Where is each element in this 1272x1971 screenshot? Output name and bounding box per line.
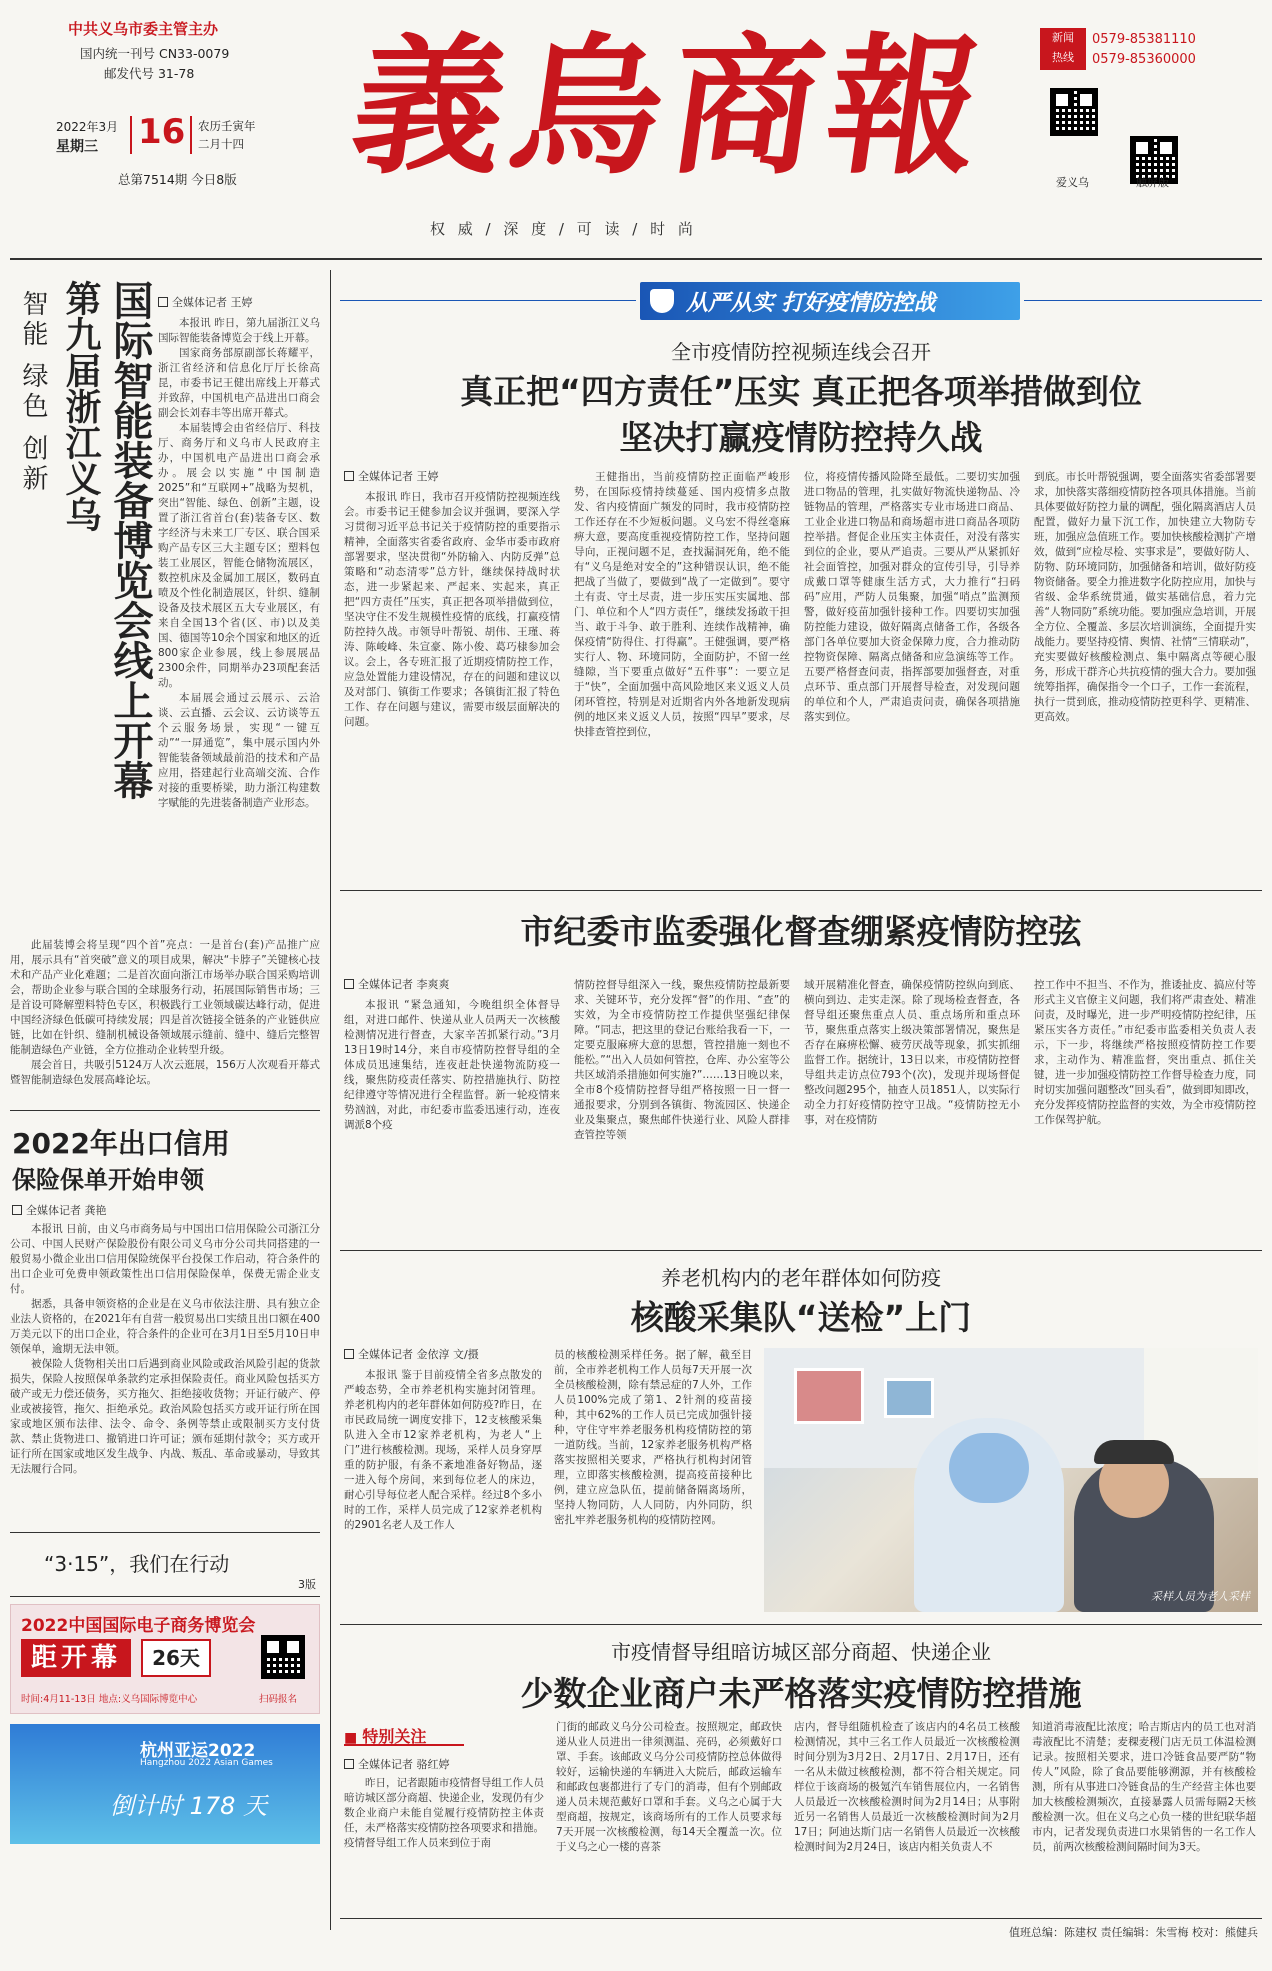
a4-title: 少数企业商户未严格落实疫情防控措施 (520, 1674, 1082, 1713)
a1-kicker: 全市疫情防控视频连线会召开 (671, 340, 931, 364)
byline-box-icon (158, 297, 168, 307)
qr-code-icon[interactable] (261, 1635, 305, 1679)
ad1-scan: 扫码报名 (259, 1694, 298, 1705)
credit-paragraph: 本报讯 日前，由义乌市商务局与中国出口信用保险公司浙江分公司、中国人民财产保险股份有限公司义乌市分公司共同搭建的一般贸易小微企业出口信用保险统保平台投保工作启动，符合条件的出口企业可免费申领政策性出口信用保险保单，保费无需企业支付。 (10, 1223, 320, 1295)
a4-col-4 (1032, 1720, 1256, 1906)
expo-body-lower (10, 938, 320, 1098)
shield-icon (650, 289, 674, 313)
ad1-days: 26天 (141, 1639, 211, 1677)
masthead (0, 0, 1272, 262)
a4-kicker: 市疫情督导组暗访城区部分商超、快递企业 (611, 1640, 991, 1664)
expo-paragraph: 本报讯 昨日，第九届浙江义乌国际智能装备博览会于线上开幕。 (158, 317, 320, 344)
expo-byline-text: 全媒体记者 王婷 (172, 296, 253, 309)
phone-1: 0579-85381110 (1092, 32, 1196, 47)
masthead-rule (10, 258, 1262, 260)
a1-paragraph: 本报讯 昨日，我市召开疫情防控视频连线会。市委书记王健参加会议并强调，要深入学习贯彻习近平总书记关于疫情防控的重要指示精神，全面落实省委省政府、金华市委市政府部署要求，坚决贯彻“外防输入、内防反弹”总策略和“动态清零”总方针，继续保持战时状态，进一步紧起来、严起来、实起来，真正把“四方责任”压实，真正把各项举措做到位，坚决守住不发生规模性疫情的底线，打赢疫情防控持久战。市领导叶帮锐、胡伟、王瑾、蒋涛、陈峻峰、朱宣豪、陈小俊、葛巧棣参加会议。会上，各专班汇报了近期疫情防控工作，应急处置能力建设情况，存在的问题和建议以及对部门、镇街工作要求；各镇街汇报了特色工作、存在问题与建议，需要市级层面解决的问题。 (344, 491, 560, 728)
a3-photo (764, 1348, 1258, 1612)
topic-banner (640, 282, 1020, 320)
hotline-badge (1040, 28, 1086, 70)
expo-paragraph: 国家商务部原副部长蒋耀平，浙江省经济和信息化厅厅长徐高昆，市委书记王健出席线上开幕式并致辞，中国机电产品进出口商会副会长刘春丰等出席开幕式。 (158, 347, 320, 419)
expo-body-upper (158, 316, 320, 936)
expo-side-title-3: 国际智能装备博览会线上开幕 (107, 280, 153, 800)
photo-caption: 采样人员为老人采样 (1151, 1590, 1250, 1603)
ecommerce-expo-ad[interactable] (10, 1604, 320, 1714)
a1-col-2 (574, 470, 790, 880)
a2-col-1 (344, 998, 560, 1238)
teaser-315[interactable]: “3·15”，我们在行动 (44, 1552, 230, 1576)
photo-cap (1094, 1440, 1174, 1464)
byline-box-icon (12, 1205, 22, 1215)
a4-col-3 (794, 1720, 1020, 1906)
a4-paragraph: 门街的邮政义乌分公司检查。按照规定，邮政快递从业人员进出一律须测温、亮码，必须戴好口罩、手套。该邮政义乌分公司疫情防控总体做得较好，运输快递的车辆进入大院后，邮政运输车和邮政包裹都进行了专门的消毒，但有个别邮政递人员未规范戴好口罩和手套。义乌之心属于大型商超，按规定，该商场所有的工作人员要求每7天开展一次核酸检测，每14天全覆盖一次。位于义乌之心一楼的喜茶 (556, 1721, 782, 1853)
credit-title-1: 2022年出口信用 (12, 1127, 230, 1160)
ad2-countdown: 倒计时 178 天 (110, 1792, 268, 1820)
slogan: 权 威 / 深 度 / 可 读 / 时 尚 (430, 220, 697, 238)
expo-paragraph: 本届装博会由省经信厅、科技厅、商务厅和义乌市人民政府主办，中国机电产品进出口商会承办。展会以实施“中国制造2025”和“互联网+”战略为契机，突出“智能、绿色、创新”主题，设置了浙江省首台(套)装备专区、数字经济与未来工厂专区、联合国采购产品专区三大主题专区；塑料包装工业展区，智能仓储物流展区，数控机床及金属加工展区，数码直喷及个性化制造展区，针织、缝制设备及技术展区五大专业展区，有来自全国13个省(区、市)以及美国、德国等10余个国家和地区的近800家企业参展，线上参展展品2300余件，同期举办23项配套活动。 (158, 422, 320, 689)
a4-tag (344, 1724, 464, 1746)
a1-col-3 (804, 470, 1020, 880)
byline-box-icon (344, 471, 354, 481)
a4-byline-text: 全媒体记者 骆红婷 (358, 1758, 450, 1771)
newspaper-title: 義烏商報 (342, 19, 1000, 195)
byline-box-icon (344, 1349, 354, 1359)
expo-byline (158, 294, 253, 310)
a1-col-4 (1034, 470, 1256, 880)
a4-byline (344, 1756, 450, 1772)
a1-byline-text: 全媒体记者 王婷 (358, 470, 439, 483)
a2-paragraph: 域开展精准化督查，确保疫情防控纵向到底、横向到边、走实走深。除了现场检查督查，各督导组还聚焦重点人员、重点场所和重点环节，聚焦重点落实上级决策部署情况，聚焦是否存在麻痹松懈、疲劳厌战等现象，抓实抓细监督工作。据统计，13日以来，市疫情防控督导组共走访点位793个(次)，发现并现场督促整改问题295个，抽查人员1851人，以实际行动全力打好疫情防控守卫战。“疫情防控无小事，对在疫情防 (804, 979, 1020, 1126)
a4-paragraph: 昨日，记者跟随市疫情督导组工作人员暗访城区部分商超、快递企业，发现仍有少数企业商户未能自觉履行疫情防控主体责任，未严格落实疫情防控各项要求和措施。疫情督导组工作人员来到位于南 (344, 1777, 544, 1849)
a1-byline (344, 468, 439, 484)
teaser-page: 3版 (298, 1578, 316, 1591)
expo-paragraph: 此届装博会将呈现“四个首”亮点：一是首台(套)产品推广应用，展示具有“首突破”意义的项目成果，解决“卡脖子”关键核心技术和产品产业化难题；二是首次面向浙江市场举办联合国采购培训会，帮助企业参与联合国的全球服务行动，拓展国际销售市场；三是首设可降解塑料特色专区，积极践行工业领域碳达峰行动，促进中国经济绿色低碳可持续发展；四是首次链接全链条的产业链供应链，比如在针织、缝制机械设备领域展示缝前、缝中、缝后完整智能制造绿色产业链，全方位推动企业转型升级。 (10, 939, 320, 1056)
lunar-year: 农历壬寅年 (198, 119, 256, 133)
a4-col-2 (556, 1720, 782, 1906)
hotline-label-1: 新闻 (1052, 31, 1074, 44)
day-number: 16 (138, 112, 186, 152)
weekday: 星期三 (56, 139, 98, 155)
a2-paragraph: 本报讯 “紧急通知，今晚组织全体督导组，对进口邮件、快递从业人员两天一次核酸检测情况进行督查，大家辛苦抓紧行动。”3月13日19时14分，来自市疫情防控督导组的全体成员迅速集结，连夜赶赴快递物流防疫一线，聚焦防疫责任落实、防控措施执行、防控纪律遵守等情况进行全程监督。新一轮疫情来势汹汹，对此，市纪委市监委迅速行动，连夜调派8个疫 (344, 999, 560, 1131)
a1-col-1 (344, 490, 560, 880)
a1-title-1: 真正把“四方责任”压实 真正把各项举措做到位 (460, 372, 1142, 411)
a1-paragraph: 王健指出，当前疫情防控正面临严峻形势，在国际疫情持续蔓延、国内疫情多点散发、省内疫情面广频发的同时，我市疫情防控工作还存在不少短板问题。义乌宏不得丝毫麻痹大意，要高度重视疫情防控工作，坚持问题导向，正视问题不足，查找漏洞死角，绝不能有“义乌是绝对安全的”这种错误认识，绝不能把战了当做了，要做到“战了一定做到”。要守土有责、守土尽责，进一步压实压实属地、部门、单位和个人“四方责任”，继续发扬敢干担当、敢于斗争、敢于胜利、连续作战精神，确保疫情“防得住、打得赢”。王健强调，要严格实行人、物、环境同防，全面防护，不留一丝缝隙，当下要重点做好“五件事”：一要立足于“快”，全面加强中高风险地区来义返义人员闭环管控，特别是对近期省内外各地新发现病例的地区来义返义人员，按照“四早”要求，尽快排查管控到位， (574, 471, 790, 738)
credit-body (10, 1222, 320, 1522)
a2-col-2 (574, 978, 790, 1238)
ad1-title: 2022中国国际电子商务博览会 (21, 1616, 256, 1636)
a2-paragraph: 控工作中不担当、不作为，推诿扯皮、搞应付等形式主义官僚主义问题，我们将严肃查处、精准问责，及时曝光，进一步严明疫情防控纪律，压紧压实各方责任。”市纪委市监委相关负责人表示，下一步，将继续严格按照疫情防控工作要求，主动作为、精准监督，突出重点、抓住关键，进一步加强疫情防控工作督导检查力度，同时切实加强问题整改“回头看”，做到即知即改，充分发挥疫情防控监督的实效，为全市疫情防控工作保驾护航。 (1034, 979, 1256, 1126)
credit-paragraph: 被保险人货物相关出口后遇到商业风险或政治风险引起的货款损失，保险人按照保单条款约定承担保险责任。商业风险包括买方破产或无力偿还债务，买方拖欠、拒绝接收货物；开证行破产、停业或被接管，拖欠、拒绝承兑。政治风险包括买方或开证行所在国家或地区颁布法律、法令、命令、条例等禁止或限制买方支付货款、禁止货物进口、撤销进口许可证；颁布延期付款令；买方或开证行所在国家或地区发生战争、内战、叛乱、革命或暴动，导致其无法履行合同。 (10, 1358, 320, 1475)
credit-paragraph: 据悉，具备申领资格的企业是在义乌市依法注册、具有独立企业法人资格的，在2021年有自营一般贸易出口实绩且出口额在400万美元以下的出口企业，符合条件的企业可在3月1日至5月10日申领保单，逾期无法申领。 (10, 1298, 320, 1355)
expo-paragraph: 本届展会通过云展示、云洽谈、云直播、云会议、云访谈等五个云服务场景，实现“一键互动”“一屏通览”，集中展示国内外智能装备领域最前沿的技术和产品应用，搭建起行业高端交流、合作对接的重要桥梁，助力浙江构建数字赋能的先进装备制造产业形态。 (158, 692, 320, 809)
a1-paragraph: 到底。市长叶帮锐强调，要全面落实省委部署要求，加快落实落细疫情防控各项具体措施。当前具体要做好防控力量的调配，强化隔离酒店人员配置，做好力量下沉工作，加快建立大物防专班，加强应急值班工作。要加快核酸检测扩产增效，做到“应检尽检、实事求是”，要做好防人、防物、防环境同防，加强储备和培训，做好防疫物资储备。要全力推进数字化防控应用，加快与省级、金华系统贯通，做实基础信息，着力完善“人物同防”系统功能。要加强应急培训，开展全方位、全覆盖、多层次培训演练，全面提升实战能力。要坚持疫情、舆情、社情“三情联动”，充实要做好核酸检测点、集中隔离点等硬心服务，形成干群齐心共抗疫情的强大合力。要加强统筹指挥，确保指令一个口子，工作一套流程，执行一贯到底，推动疫情防控更科学、更精准、更高效。 (1034, 471, 1256, 723)
footer-credit: 值班总编：陈建权 责任编辑：朱雪梅 校对：熊健兵 (1009, 1926, 1258, 1939)
a3-col-1 (344, 1368, 542, 1608)
credit-title-2: 保险保单开始申领 (12, 1166, 204, 1194)
credit-byline (12, 1202, 107, 1218)
hotline-label-2: 热线 (1052, 51, 1074, 64)
expo-side-title-2: 第九届浙江义乌 (60, 280, 101, 532)
photo-worker-faceshield (949, 1433, 1029, 1503)
a3-byline-text: 全媒体记者 金依淳 文/摄 (358, 1348, 479, 1361)
banner-text: 从严从实 打好疫情防控战 (686, 291, 936, 316)
a2-col-4 (1034, 978, 1256, 1238)
a2-col-3 (804, 978, 1020, 1238)
ad1-countdown-label: 距开幕 (21, 1639, 131, 1677)
ad1-info: 时间:4月11-13日 地点:义乌国际博览中心 (21, 1694, 198, 1705)
ad2-title: 杭州亚运2022 (140, 1741, 256, 1761)
a3-paragraph: 员的核酸检测采样任务。据了解，截至目前，全市养老机构工作人员每7天开展一次全员核酸检测，除有禁忌症的7人外，工作人员100%完成了第1、2针剂的疫苗接种，其中62%的工作人员已完成加强针接种，守住守牢养老服务机构疫情防控的第一道防线。当前，12家养老服务机构严格落实按照相关要求，严格执行机构封闭管理，立即落实核酸检测，提高疫苗接种比例，建立应急队伍，提前储备隔离场所，坚持人物同防，人人同防，内外同防，织密扎牢养老服务机构的疫情防控网。 (554, 1349, 752, 1526)
a4-tag-text: 特别关注 (362, 1727, 427, 1746)
phone-2: 0579-85360000 (1092, 52, 1196, 67)
expo-side-title-1: 智能 绿色 创新 (18, 290, 48, 495)
expo-paragraph: 展会首日，共吸引5124万人次云逛展，156万人次观看开幕式暨智能制造绿色发展高峰论坛。 (10, 1059, 320, 1086)
asian-games-ad[interactable] (10, 1724, 320, 1844)
cn-number: 国内统一刊号 CN33-0079 (80, 46, 230, 61)
qr-code-icon[interactable] (1050, 88, 1098, 136)
a2-byline (344, 976, 450, 992)
byline-box-icon (344, 979, 354, 989)
postal-code: 邮发代号 31-78 (104, 66, 195, 81)
a4-paragraph: 知道消毒液配比浓度；哈吉斯店内的员工也对消毒液配比不清楚；麦稞麦稷门店无员工体温检测记录。按照相关要求，进口冷链食品要严防“物传人”风险，除了食品要能够溯源，并有核酸检测，所有从事进口冷链食品的生产经营主体也要加大核酸检测频次，直接暴露人员需每隔2天核酸检测一次。但在义乌之心负一楼的世纪联华超市内，记者发现负责进口水果销售的一名工作人员，前两次核酸检测间隔时间为3天。 (1032, 1721, 1256, 1853)
photo-frame (884, 1378, 934, 1418)
issue-info: 总第7514期 今日8版 (118, 172, 237, 187)
a3-paragraph: 本报讯 鉴于目前疫情全省多点散发的严峻态势，全市养老机构实施封闭管理。养老机构内的老年群体如何防疫?昨日，在市民政局统一调度安排下，12支核酸采集队进入全市12家养老机构，为老人“上门”进行核酸检测。现场，采样人员身穿厚重的防护服，有条不紊地准备好物品，逐一进入每个房间，来到每位老人的床边，耐心引导每位老人配合采样。经过8个多小时的工作，采样人员完成了12家养老机构的2901名老人及工作人 (344, 1369, 542, 1531)
a4-col-1 (344, 1776, 544, 1906)
a1-title-2: 坚决打赢疫情防控持久战 (619, 418, 983, 457)
byline-box-icon (344, 1759, 354, 1769)
a1-paragraph: 位，将疫情传播风险降至最低。二要切实加强进口物品的管理，扎实做好物流快递物品、冷链物品的管理，严格落实专业市场进口商品、工业企业进口物品和商场超市进口商品各项防控举措。督促企业压实主体责任，对没有落实到位的企业，要从严追责。三要从严从紧抓好社会面管控，加强对群众的宣传引导，引导养成戴口罩等健康生活方式，大力推行“扫码码”应用，严防人员集聚，加强“哨点”监测预警，做好疫苗加强针接种工作。四要切实加强防控能力建设，做好隔离点储备工作，各级各部门各单位要加大资金保障力度，合力推动防控物资保障、隔离点储备和应急演练等工作。五要严格督查问责，指挥部要加强督查，对重点环节、重点部门开展督导检查，对发现问题的单位和个人，严肃追责问责，确保各项措施落实到位。 (804, 471, 1020, 723)
a2-paragraph: 情防控督导组深入一线，聚焦疫情防控最新要求、关键环节，充分发挥“督”的作用、“查”的实效，为全市疫情防控工作提供坚强纪律保障。“同志，把这里的登记台账给我看一下，一定要克服麻痹大意的思想，管控措施一刻也不能松。”“出入人员如何管控，仓库、办公室等公共区域消杀措施如何实施?”……13日晚以来，全市8个疫情防控督导组严格按照一日一督一通报要求，分别到各镇街、物流园区、快递企业及集聚点，聚焦邮件快递行业、风险人群排查管控等领 (574, 979, 790, 1141)
main-area (340, 270, 1262, 1950)
sponsor-line: 中共义乌市委主管主办 (68, 20, 219, 38)
a2-title: 市纪委市监委强化督查绷紧疫情防控弦 (520, 912, 1082, 951)
left-column (10, 270, 323, 1950)
qr-label-1: 爱义乌 (1056, 176, 1089, 189)
a4-paragraph: 店内，督导组随机检查了该店内的4名员工核酸检测情况，其中三名工作人员最近一次核酸检测时间分别为3月2日、2月17日、2月17日，还有一名从未做过核酸检测，都不符合相关规定。同样位于该商场的极氪汽车销售展位内，一名销售人员最近一次核酸检测时间为2月14日；从事附近另一名销售人员最近一次核酸检测时间为2月17日；阿迪达斯门店一名销售人员最近一次核酸检测时间为2月24日，该店内相关负责人不 (794, 1721, 1020, 1853)
qr-label-2: 触屏版 (1136, 176, 1169, 189)
a3-title: 核酸采集队“送检”上门 (630, 1298, 972, 1337)
lunar-day: 二月十四 (198, 137, 244, 151)
a3-col-2 (554, 1348, 752, 1608)
date-year-month: 2022年3月 (56, 120, 119, 134)
ad2-subtitle: Hangzhou 2022 Asian Games (140, 1758, 273, 1768)
credit-byline-text: 全媒体记者 龚艳 (26, 1204, 107, 1217)
a3-byline (344, 1346, 479, 1362)
a2-byline-text: 全媒体记者 李爽爽 (358, 978, 450, 991)
a3-kicker: 养老机构内的老年群体如何防疫 (661, 1266, 941, 1290)
photo-frame (794, 1368, 864, 1424)
flag-icon: ■ (344, 1730, 358, 1746)
